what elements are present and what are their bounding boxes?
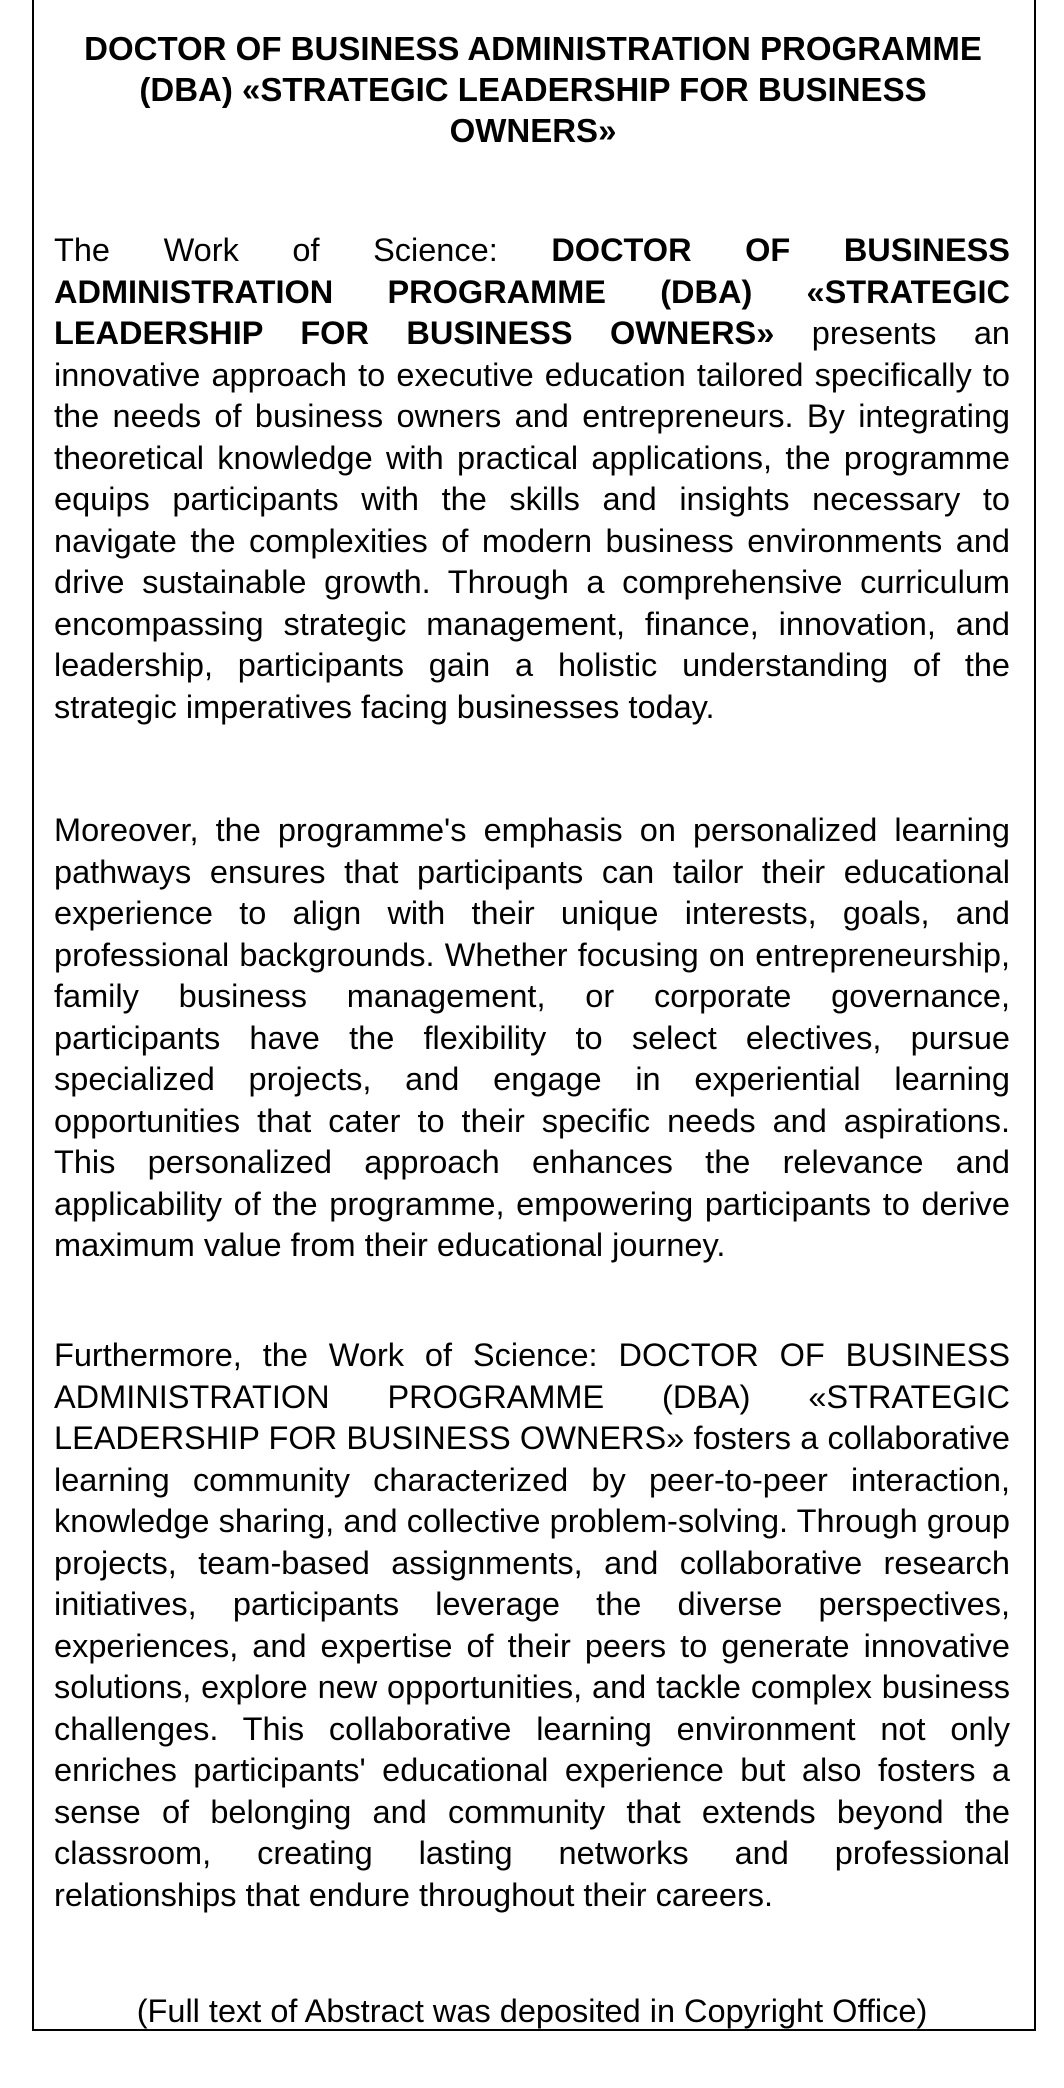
abstract-paragraph-2: Moreover, the programme's emphasis on personalized learning pathways ensures that participants can tailor their educational experience to align with their unique interests, goals, and professional backgrounds. Whether focusing on entrepreneurship, family business management, or corporate governance, participants have the flexibility to select electives, pursue specialized projects, and engage in experiential learning opportunities that cater to their specific needs and aspirations. This personalized approach enhances the relevance and applicability of the programme, empowering participants to derive maximum value from their educational journey. — [54, 812, 1010, 1263]
abstract-paragraph-1 — [54, 230, 1010, 728]
document-title: DOCTOR OF BUSINESS ADMINISTRATION PROGRAMME (DBA) «STRATEGIC LEADERSHIP FOR BUSINESS OWNERS» — [84, 30, 982, 149]
paragraph-1-lead: The Work of Science: — [54, 232, 552, 268]
abstract-paragraph-3: Furthermore, the Work of Science: DOCTOR OF BUSINESS ADMINISTRATION PROGRAMME (DBA) «STRATEGIC LEADERSHIP FOR BUSINESS OWNERS» fosters a collaborative learning community characterized by peer-to-peer interaction, knowledge sharing, and collective problem-solving. Through group projects, team-based assignments, and collaborative research initiatives, participants leverage the diverse perspectives, experiences, and expertise of their peers to generate innovative solutions, explore new opportunities, and tackle complex business challenges. This collaborative learning environment not only enriches participants' educational experience but also fosters a sense of belonging and community that extends beyond the classroom, creating lasting networks and professional relationships that endure throughout their careers. — [54, 1337, 1010, 1913]
paragraph-1-body: presents an innovative approach to executive education tailored specifically to the needs of business owners and entrepreneurs. By integrating theoretical knowledge with practical applications, the programme equips participants with the skills and insights necessary to navigate the complexities of modern business environments and drive sustainable growth. Through a comprehensive curriculum encompassing strategic management, finance, innovation, and leadership, participants gain a holistic understanding of the strategic imperatives facing businesses today. — [54, 315, 1010, 725]
paragraph-1-bold-title: DOCTOR OF BUSINESS ADMINISTRATION PROGRAMME (DBA) «STRATEGIC LEADERSHIP FOR BUSINESS OWNERS» — [54, 232, 1010, 351]
copyright-note: (Full text of Abstract was deposited in Copyright Office) — [136, 1993, 928, 2029]
